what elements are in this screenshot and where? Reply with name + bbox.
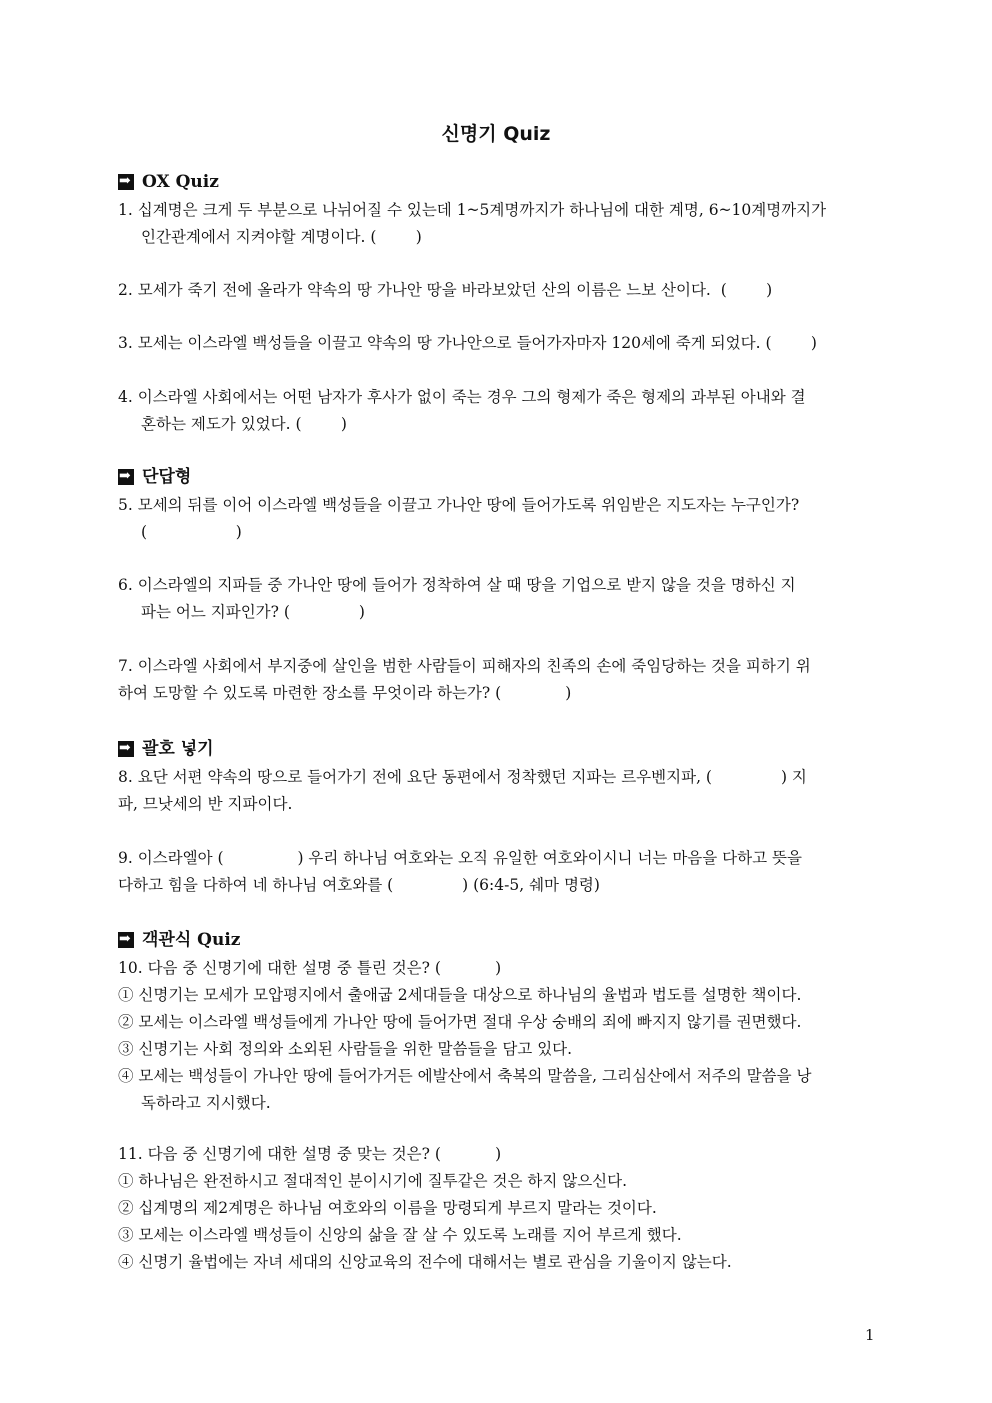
choice-option-continued: 독하라고 지시했다. — [141, 1094, 271, 1112]
question-line: 4. 이스라엘 사회에서는 어떤 남자가 후사가 없이 죽는 경우 그의 형제가 죽은 형제의 과부된 아내와 결 — [118, 388, 806, 406]
choice-option: ① 신명기는 모세가 모압평지에서 출애굽 2세대들을 대상으로 하나님의 율법과 법도를 설명한 책이다. — [118, 986, 802, 1004]
question-10 — [118, 955, 876, 1117]
choice-option: ② 십계명의 제2계명은 하나님 여호와의 이름을 망령되게 부르지 말라는 것이다. — [118, 1199, 657, 1217]
section-heading-short-answer — [118, 465, 191, 489]
question-11 — [118, 1141, 876, 1276]
question-line: 하여 도망할 수 있도록 마련한 장소를 무엇이라 하는가? ( ) — [118, 684, 572, 702]
arrow-box-icon — [118, 932, 134, 948]
question-stem: 10. 다음 중 신명기에 대한 설명 중 틀린 것은? ( ) — [118, 959, 502, 977]
question-4 — [118, 384, 876, 438]
section-heading-ox — [118, 170, 219, 194]
section-heading-fill-in — [118, 737, 214, 761]
question-stem: 11. 다음 중 신명기에 대한 설명 중 맞는 것은? ( ) — [118, 1145, 502, 1163]
choice-option: ② 모세는 이스라엘 백성들에게 가나안 땅에 들어가면 절대 우상 숭배의 죄에 빠지지 않기를 권면했다. — [118, 1013, 802, 1031]
arrow-box-icon — [118, 741, 134, 757]
choice-option: ③ 신명기는 사회 정의와 소외된 사람들을 위한 말씀들을 담고 있다. — [118, 1040, 573, 1058]
question-line: 5. 모세의 뒤를 이어 이스라엘 백성들을 이끌고 가나안 땅에 들어가도록 위임받은 지도자는 누구인가? — [118, 496, 800, 514]
question-8 — [118, 764, 876, 818]
question-line: 7. 이스라엘 사회에서 부지중에 살인을 범한 사람들이 피해자의 친족의 손에 죽임당하는 것을 피하기 위 — [118, 657, 811, 675]
question-line: 3. 모세는 이스라엘 백성들을 이끌고 약속의 땅 가나안으로 들어가자마자 120세에 죽게 되었다. ( ) — [118, 334, 817, 352]
section-heading-label: 객관식 Quiz — [142, 930, 241, 950]
question-line: ( ) — [141, 523, 242, 541]
question-line: 다하고 힘을 다하여 네 하나님 여호와를 ( ) (6:4-5, 쉐마 명령) — [118, 876, 600, 894]
question-5 — [118, 492, 876, 546]
question-line: 8. 요단 서편 약속의 땅으로 들어가기 전에 요단 동편에서 정착했던 지파는 르우벤지파, ( ) 지 — [118, 768, 807, 786]
section-heading-label: OX Quiz — [142, 172, 219, 192]
question-line: 파는 어느 지파인가? ( ) — [141, 603, 365, 621]
page-number: 1 — [865, 1326, 875, 1344]
section-heading-label: 단답형 — [142, 467, 192, 487]
question-7 — [118, 653, 876, 707]
choice-option: ④ 신명기 율법에는 자녀 세대의 신앙교육의 전수에 대해서는 별로 관심을 기울이지 않는다. — [118, 1253, 732, 1271]
question-line: 6. 이스라엘의 지파들 중 가나안 땅에 들어가 정착하여 살 때 땅을 기업으로 받지 않을 것을 명하신 지 — [118, 576, 796, 594]
question-line: 인간관계에서 지켜야할 계명이다. ( ) — [141, 228, 422, 246]
question-6 — [118, 572, 876, 626]
question-line: 혼하는 제도가 있었다. ( ) — [141, 415, 347, 433]
question-line: 2. 모세가 죽기 전에 올라가 약속의 땅 가나안 땅을 바라보았던 산의 이름은 느보 산이다. ( ) — [118, 281, 773, 299]
question-3 — [118, 330, 876, 357]
choice-option: ③ 모세는 이스라엘 백성들이 신앙의 삶을 잘 살 수 있도록 노래를 지어 부르게 했다. — [118, 1226, 682, 1244]
question-2 — [118, 277, 876, 304]
question-line: 파, 므낫세의 반 지파이다. — [118, 795, 293, 813]
question-1 — [118, 197, 876, 251]
arrow-box-icon — [118, 469, 134, 485]
page-title: 신명기 Quiz — [441, 123, 551, 145]
section-heading-multiple-choice — [118, 928, 240, 952]
arrow-box-icon — [118, 174, 134, 190]
section-heading-label: 괄호 넣기 — [142, 739, 214, 759]
question-9 — [118, 845, 876, 899]
choice-option: ④ 모세는 백성들이 가나안 땅에 들어가거든 에발산에서 축복의 말씀을, 그리심산에서 저주의 말씀을 낭 — [118, 1067, 812, 1085]
question-line: 1. 십계명은 크게 두 부분으로 나뉘어질 수 있는데 1~5계명까지가 하나님에 대한 계명, 6~10계명까지가 — [118, 201, 827, 219]
choice-option: ① 하나님은 완전하시고 절대적인 분이시기에 질투같은 것은 하지 않으신다. — [118, 1172, 628, 1190]
question-line: 9. 이스라엘아 ( ) 우리 하나님 여호와는 오직 유일한 여호와이시니 너는 마음을 다하고 뜻을 — [118, 849, 802, 867]
